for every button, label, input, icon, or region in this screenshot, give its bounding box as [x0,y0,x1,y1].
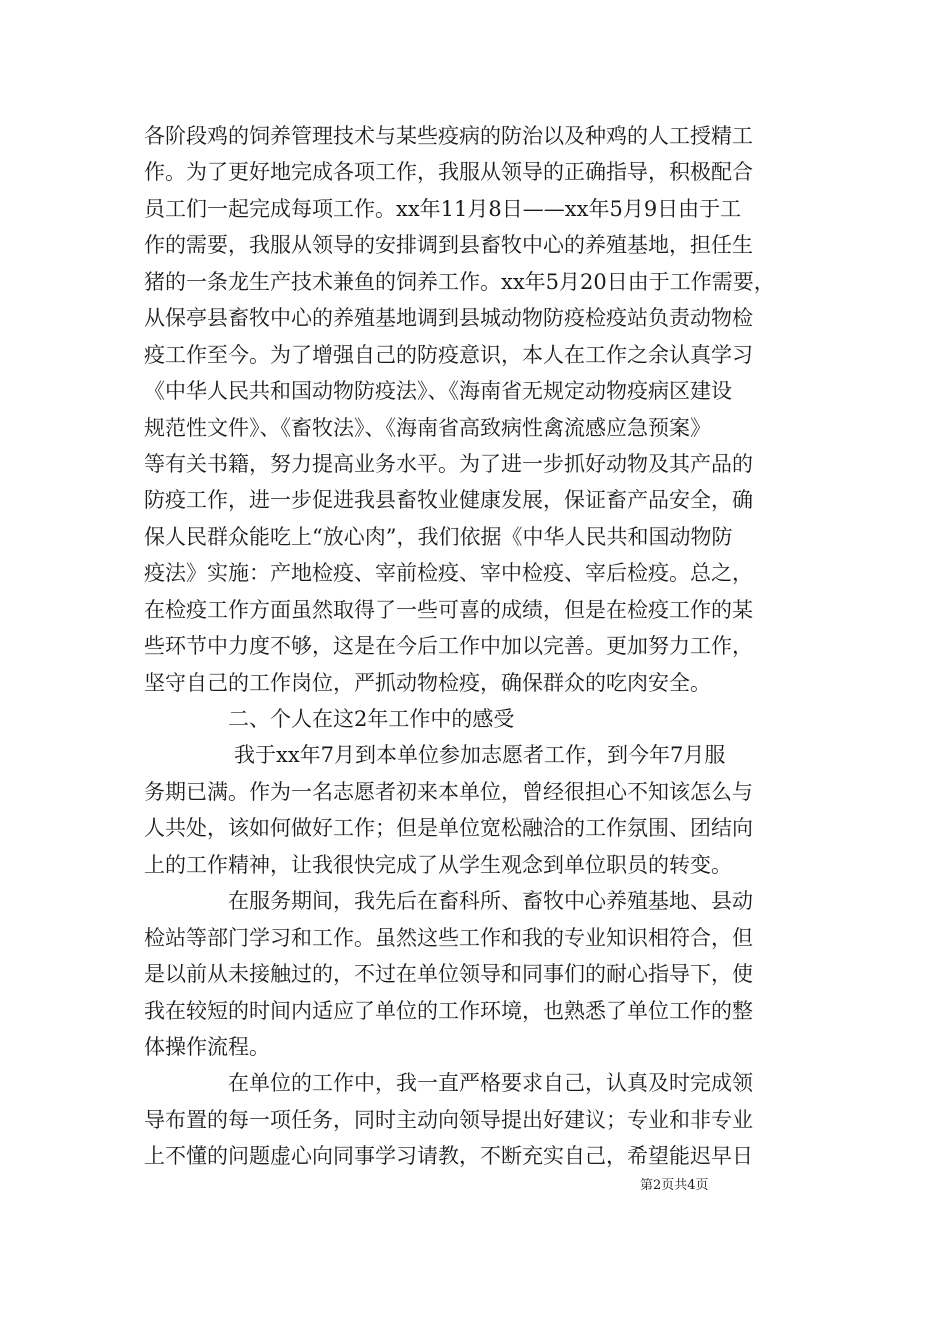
text-line: 坚守自己的工作岗位，严抓动物检疫，确保群众的吃肉安全。 [144,670,711,695]
text-line: 从保亭县畜牧中心的养殖基地调到县城动物防疫检疫站负责动物检 [144,306,753,331]
text-line: 上的工作精神，让我很快完成了从学生观念到单位职员的转变。 [144,852,732,877]
text-line: 员工们一起完成每项工作。xx年11月8日——xx年5月9日由于工 [144,196,742,221]
text-line: 上不懂的问题虚心向同事学习请教，不断充实自己，希望能迟早日 [144,1144,753,1169]
text-line: 检站等部门学习和工作。虽然这些工作和我的专业知识相符合，但 [144,925,753,950]
document-body [144,118,824,1175]
text-line: 我在较短的时间内适应了单位的工作环境，也熟悉了单位工作的整 [144,998,753,1023]
text-line: 些环节中力度不够，这是在今后工作中加以完善。更加努力工作， [144,634,753,659]
text-line: 作。为了更好地完成各项工作，我服从领导的正确指导，积极配合 [144,160,753,185]
text-line: 等有关书籍，努力提高业务水平。为了进一步抓好动物及其产品的 [144,451,753,476]
text-line: 人共处，该如何做好工作；但是单位宽松融洽的工作氛围、团结向 [144,816,753,841]
paragraph-first-line: 在单位的工作中，我一直严格要求自己，认真及时完成领 [228,1071,753,1096]
section-heading: 二、个人在这2年工作中的感受 [228,707,515,731]
text-line: 导布置的每一项任务，同时主动向领导提出好建议；专业和非专业 [144,1107,753,1132]
page-number: 第2页共4页 [640,1178,709,1193]
text-line: 疫法》实施：产地检疫、宰前检疫、宰中检疫、宰后检疫。总之， [144,561,753,586]
text-line: 疫工作至今。为了增强自己的防疫意识，本人在工作之余认真学习 [144,342,753,367]
text-line: 体操作流程。 [144,1034,270,1059]
text-line: 规范性文件》、《畜牧法》、《海南省高致病性禽流感应急预案》 [144,415,711,440]
text-line: 作的需要，我服从领导的安排调到县畜牧中心的养殖基地，担任生 [144,233,753,258]
text-line: 猪的一条龙生产技术兼鱼的饲养工作。xx年5月20日由于工作需要， [144,269,775,294]
text-line: 《中华人民共和国动物防疫法》、《海南省无规定动物疫病区建设 [144,379,732,404]
text-line: 防疫工作，进一步促进我县畜牧业健康发展，保证畜产品安全，确 [144,488,753,513]
text-line: 是以前从未接触过的，不过在单位领导和同事们的耐心指导下，使 [144,962,753,987]
paragraph-first-line: 我于xx年7月到本单位参加志愿者工作，到今年7月服 [234,743,726,768]
text-line: 各阶段鸡的饲养管理技术与某些疫病的防治以及种鸡的人工授精工 [144,124,753,148]
text-line: 保人民群众能吃上“放心肉”，我们依据《中华人民共和国动物防 [144,524,733,549]
paragraph-first-line: 在服务期间，我先后在畜科所、畜牧中心养殖基地、县动 [228,889,753,914]
text-line: 在检疫工作方面虽然取得了一些可喜的成绩，但是在检疫工作的某 [144,597,753,622]
text-line: 务期已满。作为一名志愿者初来本单位，曾经很担心不知该怎么与 [144,779,753,804]
